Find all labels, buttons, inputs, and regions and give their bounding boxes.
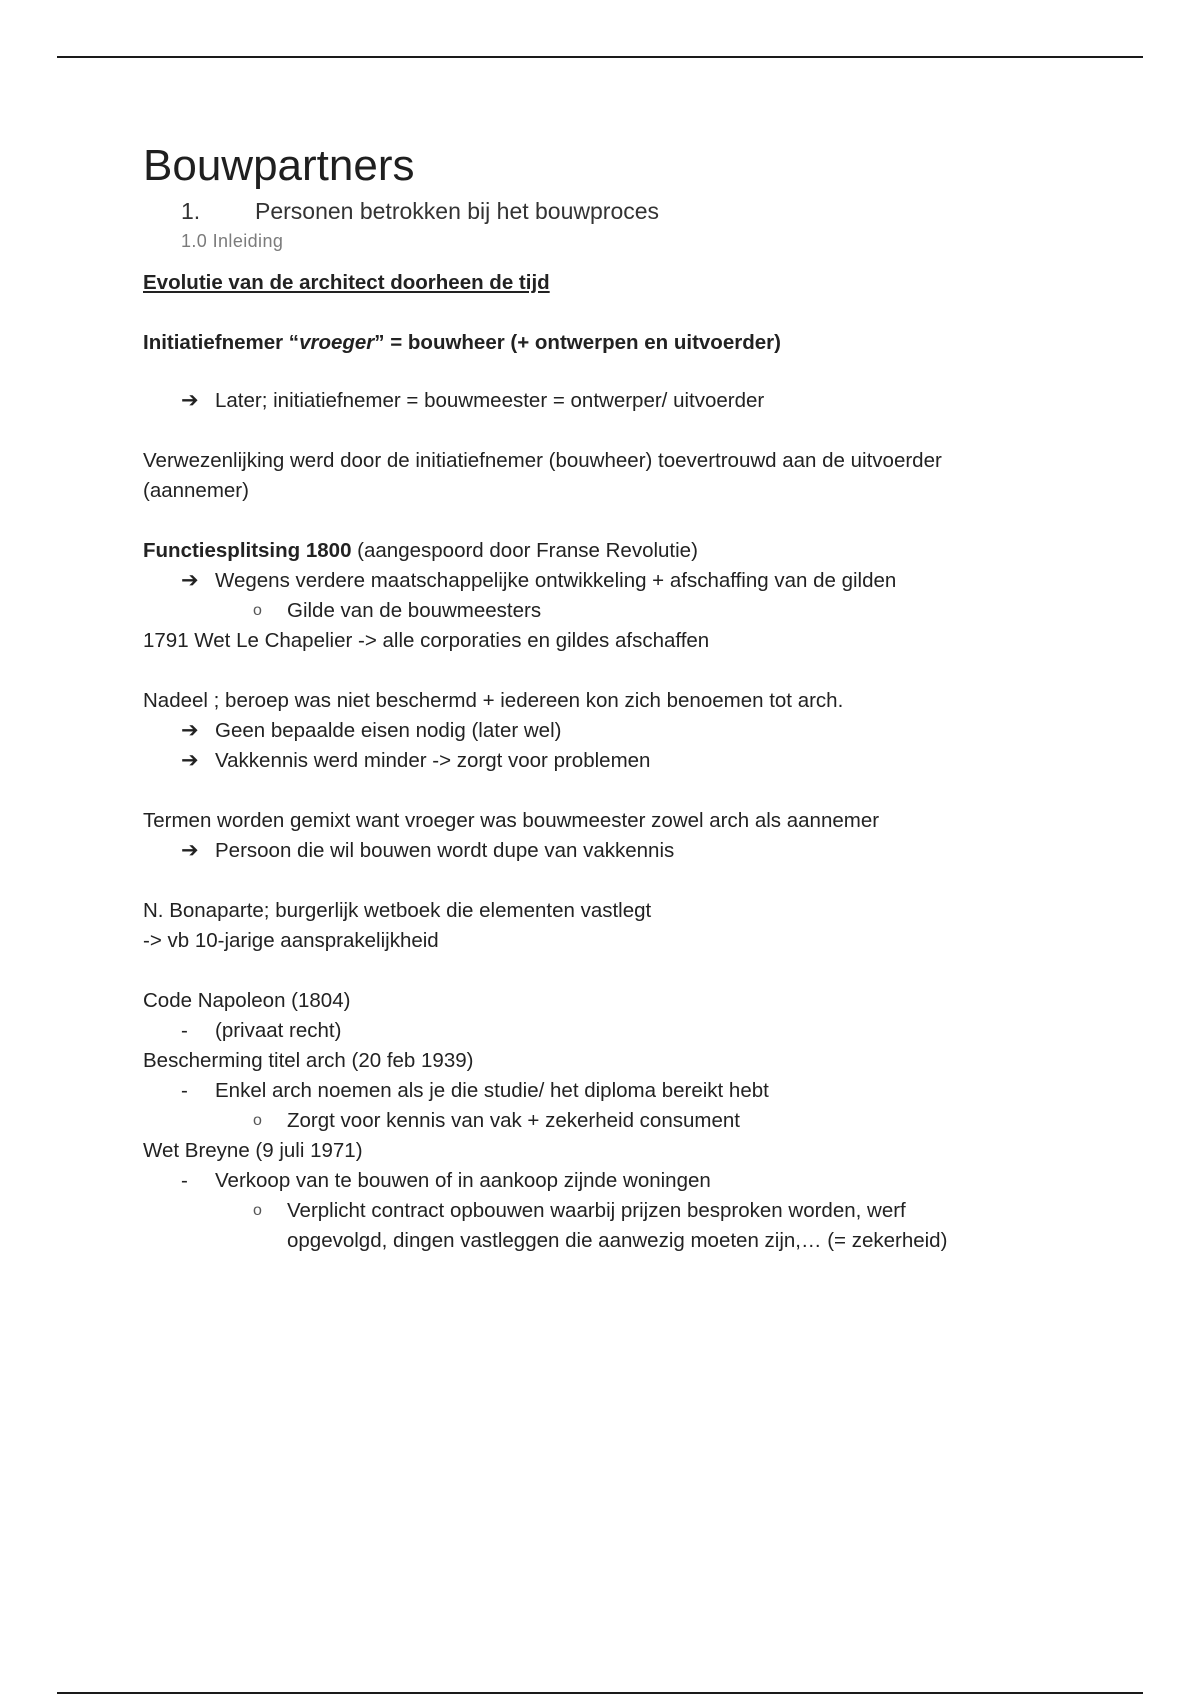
paragraph: Termen worden gemixt want vroeger was bouwmeester zowel arch als aannemer	[143, 809, 880, 832]
paragraph: N. Bonaparte; burgerlijk wetboek die elementen vastlegt	[143, 899, 652, 922]
bottom-rule	[57, 1692, 1143, 1694]
heading-1	[143, 194, 1063, 228]
paragraph: Bescherming titel arch (20 feb 1939)	[143, 1049, 474, 1072]
paragraph: 1791 Wet Le Chapelier -> alle corporaties en gildes afschaffen	[143, 629, 710, 652]
arrow-icon: ➔	[181, 839, 199, 862]
arrow-item: ➔ Wegens verdere maatschappelijke ontwikkeling + afschaffing van de gilden	[143, 566, 1063, 596]
document-page	[143, 140, 1063, 1256]
top-rule	[57, 56, 1143, 58]
arrow-icon: ➔	[181, 389, 199, 412]
heading-2: 1.0 Inleiding	[181, 231, 284, 251]
dash-bullet-icon: -	[181, 1079, 188, 1102]
circle-bullet-icon: o	[253, 602, 262, 619]
dash-bullet-icon: -	[181, 1019, 188, 1042]
paragraph: Verwezenlijking werd door de initiatiefnemer (bouwheer) toevertrouwd aan de uitvoerder	[143, 449, 942, 472]
arrow-icon: ➔	[181, 749, 199, 772]
circle-bullet-icon: o	[253, 1112, 262, 1129]
paragraph: Code Napoleon (1804)	[143, 989, 351, 1012]
paragraph: Wet Breyne (9 juli 1971)	[143, 1139, 363, 1162]
arrow-item: ➔ Later; initiatiefnemer = bouwmeester = ontwerper/ uitvoerder	[143, 386, 1063, 416]
dash-bullet-icon: -	[181, 1169, 188, 1192]
dash-item: - Enkel arch noemen als je die studie/ het diploma bereikt hebt	[143, 1076, 1063, 1106]
heading-1-text: Personen betrokken bij het bouwproces	[255, 198, 660, 224]
document-title: Bouwpartners	[143, 141, 415, 190]
dash-item: - (privaat recht)	[143, 1016, 1063, 1046]
functiesplitsing-line: Functiesplitsing 1800 (aangespoord door Franse Revolutie)	[143, 539, 698, 562]
sub-bullet-item: o Verplicht contract opbouwen waarbij prijzen besproken worden, werf opgevolgd, dingen vastleggen die aanwezig moeten zijn,… (= zekerheid)	[143, 1196, 1063, 1256]
paragraph: (aannemer)	[143, 479, 249, 502]
sub-bullet-item: o Zorgt voor kennis van vak + zekerheid consument	[143, 1106, 1063, 1136]
sub-bullet-item: o Gilde van de bouwmeesters	[143, 596, 1063, 626]
paragraph: Nadeel ; beroep was niet beschermd + iedereen kon zich benoemen tot arch.	[143, 689, 844, 712]
arrow-icon: ➔	[181, 569, 199, 592]
arrow-item: ➔ Vakkennis werd minder -> zorgt voor problemen	[143, 746, 1063, 776]
dash-item: - Verkoop van te bouwen of in aankoop zijnde woningen	[143, 1166, 1063, 1196]
circle-bullet-icon: o	[253, 1202, 262, 1219]
arrow-item: ➔ Geen bepaalde eisen nodig (later wel)	[143, 716, 1063, 746]
section-heading: Evolutie van de architect doorheen de tijd	[143, 271, 550, 294]
paragraph: -> vb 10-jarige aansprakelijkheid	[143, 929, 439, 952]
arrow-icon: ➔	[181, 719, 199, 742]
arrow-item: ➔ Persoon die wil bouwen wordt dupe van vakkennis	[143, 836, 1063, 866]
initiatiefnemer-line: Initiatiefnemer “vroeger” = bouwheer (+ ontwerpen en uitvoerder)	[143, 331, 781, 354]
heading-1-number: 1.	[181, 198, 201, 224]
